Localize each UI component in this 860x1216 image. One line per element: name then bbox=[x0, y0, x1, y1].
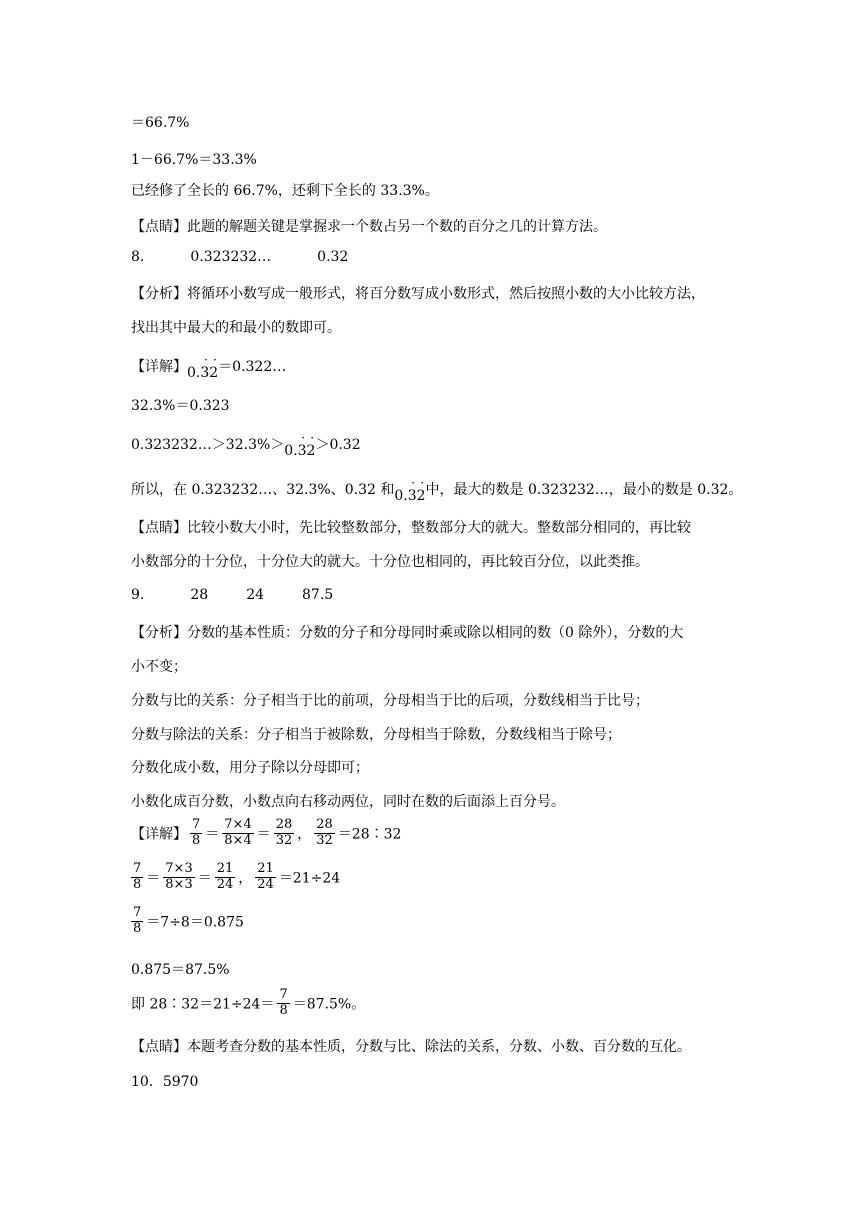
repeating-decimal: 0.32 · · bbox=[187, 353, 219, 381]
tip-line: 【点睛】比较小数大小时，先比较整数部分，整数部分大的就大。整数部分相同的，再比较 bbox=[131, 520, 691, 536]
answer-8 bbox=[131, 249, 348, 265]
text-line: ＝66.7% bbox=[131, 115, 190, 131]
detail-line: $\frac{7}{8}$ ＝7÷8＝0.875 bbox=[133, 905, 244, 936]
detail-text: ＝87.5%。 bbox=[292, 996, 366, 1013]
text-line: 已经修了全长的 66.7%，还剩下全长的 33.3%。 bbox=[131, 183, 439, 199]
question-number: 8. bbox=[131, 249, 145, 265]
fraction: $\frac{28}{32}$ bbox=[316, 817, 333, 848]
answer-blank-3: 87.5 bbox=[302, 587, 334, 603]
detail-text: 0.323232…＞32.3%＞ bbox=[131, 437, 285, 453]
fraction: $\frac{7}{8}$ bbox=[279, 987, 288, 1018]
analysis-line: 小不变； bbox=[131, 659, 187, 675]
fraction: $\frac{7}{8}$ bbox=[133, 861, 142, 892]
analysis-line: 找出其中最大的和最小的数即可。 bbox=[131, 320, 341, 336]
detail-line bbox=[131, 353, 287, 381]
detail-text: ＞0.32 bbox=[315, 437, 361, 453]
fraction: $\frac{7}{8}$ bbox=[192, 817, 201, 848]
repeating-decimal: 0.32 · · bbox=[394, 476, 426, 504]
detail-text: 中，最大的数是 0.323232…，最小的数是 0.32。 bbox=[425, 482, 743, 498]
fraction: $\frac{21}{24}$ bbox=[257, 861, 274, 892]
analysis-line: 分数与除法的关系：分子相当于被除数，分母相当于除数，分数线相当于除号； bbox=[131, 727, 621, 743]
detail-line bbox=[131, 476, 743, 504]
analysis-line: 【分析】将循环小数写成一般形式，将百分数写成小数形式，然后按照小数的大小比较方法， bbox=[131, 286, 705, 302]
detail-line: 32.3%＝0.323 bbox=[131, 398, 230, 414]
text-line: 1－66.7%＝33.3% bbox=[131, 152, 257, 168]
detail-label: 【详解】 bbox=[131, 826, 187, 843]
answer-10: 10．5970 bbox=[131, 1074, 199, 1090]
analysis-line: 分数与比的关系：分子相当于比的前项，分母相当于比的后项，分数线相当于比号； bbox=[131, 693, 649, 709]
detail-label: 【详解】 bbox=[131, 359, 187, 375]
question-number: 9. bbox=[131, 587, 145, 603]
detail-line bbox=[131, 431, 361, 459]
detail-text: 即 28∶32＝21÷24＝ bbox=[131, 996, 275, 1013]
tip-line: 【点睛】本题考查分数的基本性质，分数与比、除法的关系，分数、小数、百分数的互化。 bbox=[131, 1039, 691, 1055]
tip-line: 【点睛】此题的解题关键是掌握求一个数占另一个数的百分之几的计算方法。 bbox=[131, 219, 607, 235]
tip-line: 小数部分的十分位，十分位大的就大。十分位也相同的，再比较百分位，以此类推。 bbox=[131, 554, 649, 570]
fraction: $\frac{28}{32}$ bbox=[275, 817, 293, 848]
detail-line: 0.875＝87.5% bbox=[131, 962, 230, 978]
detail-text: ＝0.322… bbox=[218, 359, 287, 375]
answer-blank-1: 0.323232… bbox=[190, 249, 272, 265]
analysis-line: 小数化成百分数，小数点向右移动两位，同时在数的后面添上百分号。 bbox=[131, 794, 565, 810]
detail-line bbox=[131, 988, 365, 1019]
analysis-line: 【分析】分数的基本性质：分数的分子和分母同时乘或除以相同的数（0 除外），分数的大 bbox=[131, 625, 684, 641]
fraction: $\frac{7\times 4}{8\times 4}$ bbox=[224, 817, 252, 848]
detail-line: 【详解】 $\frac{7}{8}$ ＝ $\frac{7\times 4}{8\times 4}$ ＝ $\frac{28}{32}$ ， $\frac{28}{32}$ ＝28∶32 bbox=[131, 817, 402, 848]
answer-blank-2: 24 bbox=[246, 587, 265, 603]
fraction: $\frac{21}{24}$ bbox=[216, 861, 234, 892]
answer-blank-1: 28 bbox=[190, 587, 209, 603]
repeating-decimal: 0.32 · · bbox=[284, 431, 316, 459]
answer-blank-2: 0.32 bbox=[317, 249, 349, 265]
answer-9 bbox=[131, 587, 333, 603]
fraction: $\frac{7}{8}$ bbox=[133, 905, 142, 936]
detail-line: $\frac{7}{8}$ ＝ $\frac{7\times 3}{8\times 3}$ ＝ $\frac{21}{24}$ ， $\frac{21}{24}$ ＝21÷24 bbox=[133, 861, 341, 892]
analysis-line: 分数化成小数，用分子除以分母即可； bbox=[131, 760, 369, 776]
detail-text: 所以，在 0.323232…、32.3%、0.32 和 bbox=[131, 482, 395, 498]
fraction: $\frac{7\times 3}{8\times 3}$ bbox=[165, 861, 193, 892]
